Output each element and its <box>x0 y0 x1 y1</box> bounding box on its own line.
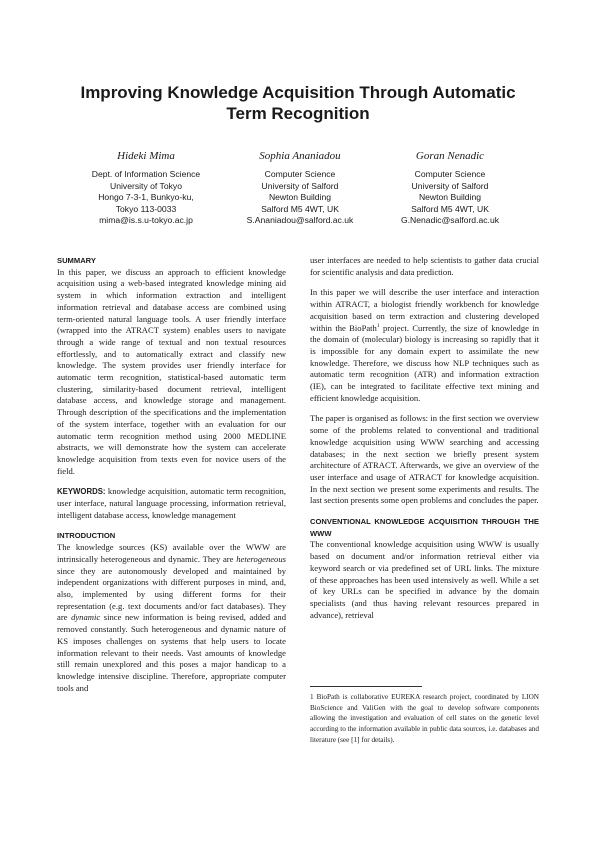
affiliation-line: University of Salford <box>411 180 489 191</box>
body-paragraph: The conventional knowledge acquisition using WWW is usually based on document and/or information retrieval either via keyword search or via predefined set of URL links. The mixture of these approaches has been used intensively as well. While a set of key URLs can be specified in advance by the domain specialists (and thus having relevant resources prepared in advance), retrieval <box>310 539 539 620</box>
affiliation-line: Newton Building <box>268 192 332 203</box>
paper-title: Improving Knowledge Acquisition Through Automatic Term Recognition <box>80 83 516 123</box>
affiliation-line: University of Tokyo <box>110 180 182 191</box>
author-affiliation <box>215 169 385 227</box>
author-block-2 <box>215 150 385 227</box>
footnote: 1 BioPath is collaborative EUREKA research project, coordinated by LION BioScience and ValiGen with the goal to develop software components allowing the investigation and evaluation of cell states on the genetic level according to the information available in public data sources, i.e. databases and literature (see [1] for details). <box>310 693 539 744</box>
author-email: mima@is.s.u-tokyo.ac.jp <box>99 215 193 226</box>
author-block-3 <box>365 150 535 227</box>
keywords-label: KEYWORDS: <box>57 487 106 497</box>
summary-paragraph: In this paper, we discuss an approach to efficient knowledge acquisition using a web-based integrated knowledge mining aid system in which information extraction and intelligent information retrieval and database access are combined using term-oriented natural language tools. A user friendly interface (wrapped into the ATRACT system) enables users to navigate through a wide range of textual and non textual resources effortlessly, and to automatically extract and classify new knowledge. The system provides user friendly interface for automatic term recognition, statistical-based automatic term clustering, similarity-based document retrieval, intelligent database access, and knowledge storage and management. Through description of the specifications and the implementation of the system interface, together with an evaluation for our automatic term recognition method using 2000 MEDLINE abstracts, we will demonstrate how the system can accelerate knowledge acquisition from texts even for novice users of the field. <box>57 266 286 476</box>
author-block-1 <box>61 150 231 227</box>
affiliation-line: Hongo 7-3-1, Bunkyo-ku, <box>98 192 194 203</box>
affiliation-line: Salford M5 4WT, UK <box>261 203 339 214</box>
footnote-marker: 1 <box>376 322 380 329</box>
intro-text: since they are autonomously developed and maintained by independent organizations with different purposes in mind, and, also, implemented by using different forms for their representation (e.g. text documents and/or fact databases). They are <box>57 565 286 623</box>
author-email: G.Nenadic@salford.ac.uk <box>400 215 500 226</box>
intro-emphasis: heterogeneous <box>236 553 286 564</box>
body-paragraph: user interfaces are needed to help scientists to gather data crucial for scientific analysis and data prediction. <box>310 255 539 277</box>
introduction-heading: INTRODUCTION <box>57 531 116 541</box>
keywords-paragraph <box>57 486 286 521</box>
author-name: Hideki Mima <box>117 150 175 162</box>
author-name: Goran Nenadic <box>415 150 485 162</box>
body-paragraph <box>310 287 539 404</box>
summary-heading: SUMMARY <box>57 256 96 265</box>
footnote-rule <box>310 686 422 687</box>
author-name: Sophia Ananiadou <box>259 150 341 162</box>
left-column <box>57 255 286 703</box>
body-paragraph: The paper is organised as follows: in the first section we overview some of the problems related to conventional and traditional knowledge acquisition using WWW searching and accessing databases; in the next section we briefly present system architecture of ATRACT. Afterwards, we give an overview of the user interface and usage of ATRACT for knowledge acquisition. In the next section we present some experiments and results. The last section presents some open problems and concludes the paper. <box>310 413 539 506</box>
affiliation-line: Salford M5 4WT, UK <box>411 203 489 214</box>
affiliation-line: University of Salford <box>261 180 339 191</box>
author-email: S.Ananiadou@salford.ac.uk <box>246 215 354 226</box>
keywords-text: knowledge acquisition, automatic term recognition, user interface, natural language processing, information retrieval, intelligent database access, knowledge management <box>57 486 286 520</box>
body-text: In this paper we will describe the user interface and interaction within ATRACT, a biologist friendly workbench for knowledge acquisition based on term extraction and clustering developed within the BioPath <box>310 287 539 333</box>
right-column <box>310 255 539 630</box>
affiliation-line: Newton Building <box>418 192 482 203</box>
section-heading: CONVENTIONAL KNOWLEDGE ACQUISITION THROUGH THE WWW <box>310 517 539 538</box>
intro-text: since new information is being revised, added and removed constantly. Such heterogeneous and dynamic nature of KS imposes challenges on systems that help users to locate information relevant to their needs. Vast amounts of knowledge still remain unexplored and this poses a major handicap to a knowledge intensive discipline. Therefore, appropriate computer tools and <box>57 612 287 693</box>
intro-emphasis: dynamic <box>71 612 101 623</box>
affiliation-line: Dept. of Information Science <box>91 169 201 179</box>
author-affiliation <box>365 169 535 227</box>
author-affiliation <box>61 169 231 227</box>
introduction-paragraph <box>57 542 286 694</box>
affiliation-line: Computer Science <box>264 169 336 179</box>
intro-text: The knowledge sources (KS) available over the WWW are intrinsically heterogeneous and dynamic. They are <box>57 542 286 564</box>
affiliation-line: Tokyo 113-0033 <box>115 203 177 214</box>
affiliation-line: Computer Science <box>414 169 486 179</box>
body-text: project. Currently, the size of knowledge in the domain of (molecular) biology is increasing so rapidly that it is impossible for any domain expert to assimilate the new knowledge. Therefore, we discuss how NLP techniques such as automatic term recognition (ATR) and information extraction (IE), can be integrated to facilitate effective text mining and efficient knowledge acquisition. <box>310 322 540 403</box>
